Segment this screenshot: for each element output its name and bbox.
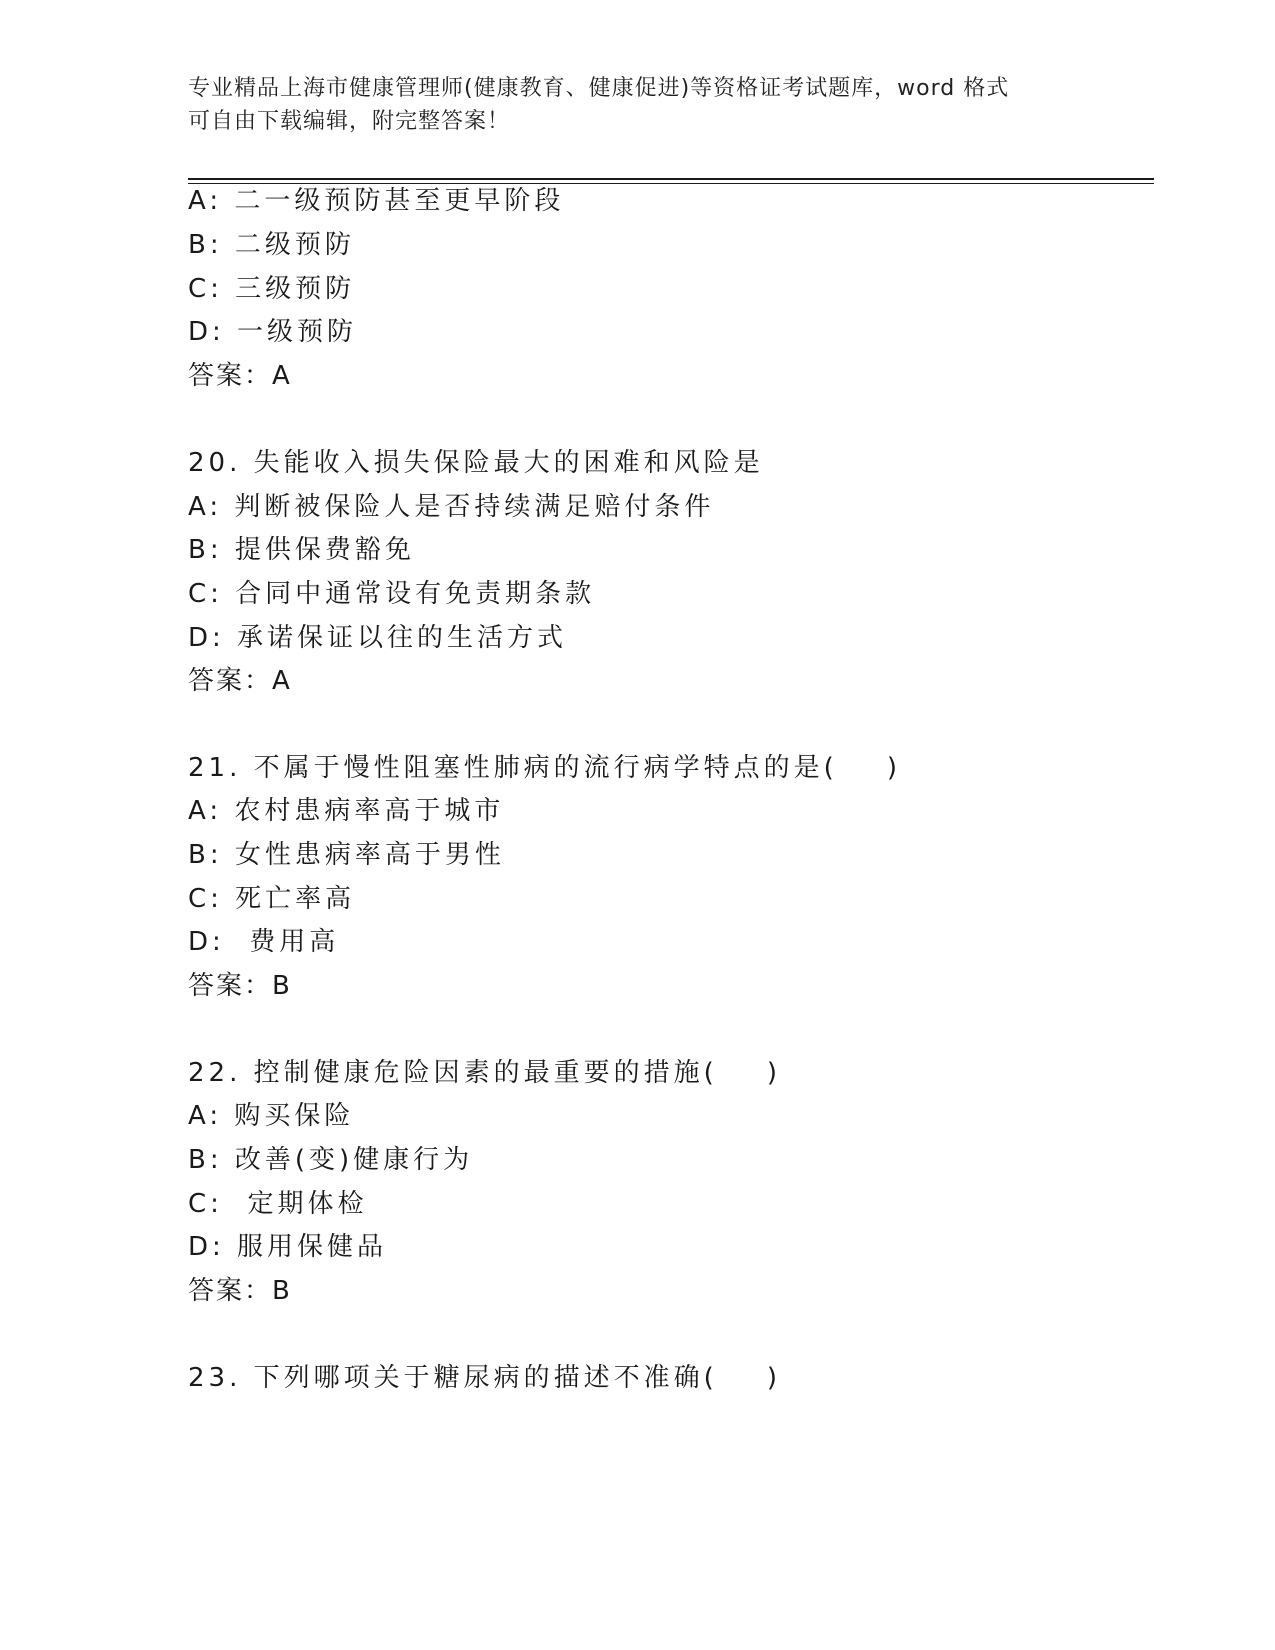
q22-question: 22. 控制健康危险因素的最重要的措施( ) — [188, 1058, 781, 1088]
header-divider-thick — [188, 178, 1154, 180]
q19-answer: 答案：A — [188, 361, 292, 391]
document-header — [188, 72, 1088, 138]
q22-option-c: C: 定期体检 — [188, 1189, 368, 1219]
q20-option-c: C: 合同中通常设有免责期条款 — [188, 579, 596, 609]
q21-option-d: D: 费用高 — [188, 927, 340, 957]
q22-option-a: A: 购买保险 — [188, 1101, 355, 1131]
q21-answer: 答案：B — [188, 971, 292, 1001]
q21-option-c: C: 死亡率高 — [188, 884, 356, 914]
q20-question: 20. 失能收入损失保险最大的困难和风险是 — [188, 448, 764, 478]
header-line-2: 可自由下载编辑，附完整答案！ — [188, 109, 511, 134]
q22-option-b: B: 改善(变)健康行为 — [188, 1145, 474, 1175]
q19-option-b: B: 二级预防 — [188, 230, 355, 260]
q20-option-d: D: 承诺保证以往的生活方式 — [188, 623, 568, 653]
q22-option-d: D: 服用保健品 — [188, 1232, 388, 1262]
q19-option-a: A: 二一级预防甚至更早阶段 — [188, 186, 565, 216]
header-divider-thin — [188, 183, 1154, 184]
q20-option-a: A: 判断被保险人是否持续满足赔付条件 — [188, 492, 715, 522]
q19-option-c: C: 三级预防 — [188, 274, 356, 304]
q22-answer: 答案：B — [188, 1276, 292, 1306]
q21-option-a: A: 农村患病率高于城市 — [188, 796, 505, 826]
q20-answer: 答案：A — [188, 666, 292, 696]
q23-question: 23. 下列哪项关于糖尿病的描述不准确( ) — [188, 1363, 781, 1393]
q21-option-b: B: 女性患病率高于男性 — [188, 840, 505, 870]
q21-question: 21. 不属于慢性阻塞性肺病的流行病学特点的是( ) — [188, 753, 901, 783]
q19-option-d: D: 一级预防 — [188, 317, 358, 347]
q20-option-b: B: 提供保费豁免 — [188, 535, 415, 565]
header-line-1: 专业精品上海市健康管理师(健康教育、健康促进)等资格证考试题库，word 格式 — [188, 76, 1010, 101]
